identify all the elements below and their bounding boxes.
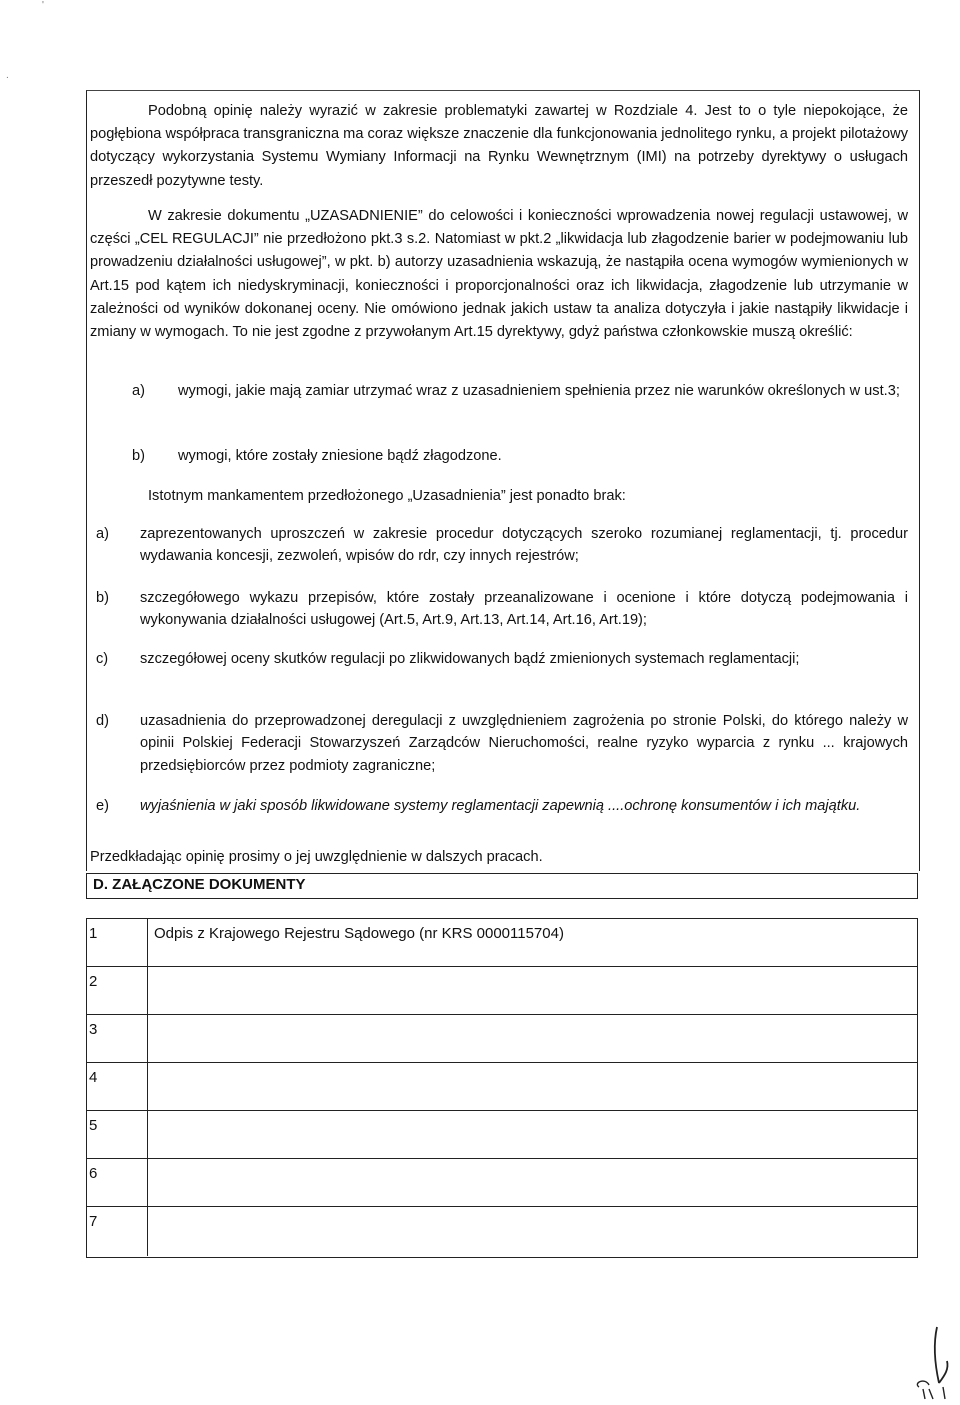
table-cell: [147, 1159, 917, 1208]
attachments-table: [86, 918, 918, 1258]
section-d-title: D. ZAŁĄCZONE DOKUMENTY: [93, 876, 306, 893]
row-number: 7: [89, 1213, 98, 1230]
list-item-text: szczegółowego wykazu przepisów, które zostały przeanalizowane i ocenione i które dotyczą podejmowania i wykonywania działalności usługowej (Art.5, Art.9, Art.13, Art.14, Art.16, Art.19);: [140, 590, 908, 629]
list-item-label: e): [96, 798, 109, 814]
table-row: [87, 1206, 917, 1256]
scan-speck: ': [42, 0, 44, 11]
list-item-text: szczegółowej oceny skutków regulacji po zlikwidowanych bądź zmienionych systemach reglamentacji;: [140, 651, 800, 667]
list-item-label: b): [96, 590, 109, 606]
scan-speck: .: [6, 70, 9, 81]
paragraph-mankament: [90, 485, 908, 508]
list-item-text: wymogi, jakie mają zamiar utrzymać wraz z uzasadnieniem spełnienia przez nie warunków określonych w ust.3;: [178, 383, 900, 399]
row-number: 5: [89, 1117, 98, 1134]
paragraph-closing-text: Przedkładając opinię prosimy o jej uwzględnienie w dalszych pracach.: [90, 849, 543, 865]
paragraph-mankament-text: Istotnym mankamentem przedłożonego „Uzasadnienia” jest ponadto brak:: [148, 488, 626, 504]
paragraph-imi-text: Podobną opinię należy wyrazić w zakresie problematyki zawartej w Rozdziale 4. Jest to o tyle niepokojące, że pogłębiona współpraca transgraniczna ma coraz większe znaczenie dla funkcjonowania jednolitego rynku, a projekt pilotażowy dotyczący wykorzystania Systemu Wymiany Informacji na Rynku Wewnętrznym (IMI) na potrzeby dyrektywy o usługach przeszedł pozytywne testy.: [90, 103, 908, 189]
list-item-text: zaprezentowanych uproszczeń w zakresie procedur dotyczących szeroko rozumianej reglamentacji, tj. procedur wydawania koncesji, zezwoleń, wpisów do rdr, czy innych rejestrów;: [140, 526, 908, 565]
row-number: 6: [89, 1165, 98, 1182]
list-item: [90, 445, 908, 469]
list-item: [90, 523, 908, 569]
row-number: 2: [89, 973, 98, 990]
list-item-label: a): [132, 383, 145, 399]
table-row: [87, 1110, 917, 1160]
paragraph-imi: [90, 100, 908, 193]
list-item-label: d): [96, 713, 109, 729]
paragraph-uzasadnienie-text: W zakresie dokumentu „UZASADNIENIE” do celowości i konieczności wprowadzenia nowej regulacji ustawowej, w części „CEL REGULACJI” nie przedłożono pkt.3 s.2. Natomiast w pkt.2 „likwidacja lub złagodzenie barier w podejmowaniu lub prowadzeniu działalności usługowej”, w pkt. b) autorzy uzasadnienia wskazują, że nastąpiła ocena wymogów wymienionych w Art.15 pod kątem ich niedyskryminacji, konieczności i proporcjonalności oraz ich likwidacja, złagodzenie lub utrzymanie w zależności od wyników dokonanej oceny. Nie omówiono jednak jakich ustaw ta analiza dotyczyła i jakie nastąpiły likwidacje i zmiany w wymogach. To nie jest zgodne z przywołanym Art.15 dyrektywy, gdyż państwa członkowskie muszą określić:: [90, 208, 908, 341]
table-row: [87, 966, 917, 1016]
list-item: [90, 380, 908, 426]
list-item-label: c): [96, 651, 109, 667]
row-number: 4: [89, 1069, 98, 1086]
table-cell: [147, 919, 917, 968]
list-item-label: b): [132, 448, 145, 464]
row-text: Odpis z Krajowego Rejestru Sądowego (nr KRS 0000115704): [154, 925, 564, 942]
list-item-label: a): [96, 526, 109, 542]
list-item: [90, 795, 908, 841]
list-item: [90, 710, 908, 778]
row-number: 3: [89, 1021, 98, 1038]
table-cell: [147, 1207, 917, 1256]
section-d-header: [86, 873, 918, 899]
table-cell: [147, 1015, 917, 1064]
signature-initials: [905, 1325, 955, 1400]
list-item-text: uzasadnienia do przeprowadzonej deregulacji z uwzględnieniem zagrożenia po stronie Polski, do którego należy w opinii Polskiej Federacji Stowarzyszeń Zarządców Nieruchomości, realne ryzyko wyparcia z rynku ... krajowych przedsiębiorców przez podmioty zagraniczne;: [140, 713, 908, 774]
table-row: [87, 1158, 917, 1208]
table-row: [87, 1014, 917, 1064]
table-row: [87, 1062, 917, 1112]
list-item-text: wymogi, które zostały zniesione bądź złagodzone.: [178, 448, 502, 464]
list-item-text: wyjaśnienia w jaki sposób likwidowane systemy reglamentacji zapewnią ....ochronę konsumentów i ich majątku.: [140, 798, 861, 814]
list-item: [90, 587, 908, 633]
table-cell: [147, 967, 917, 1016]
row-number: 1: [89, 925, 98, 942]
table-row: [87, 918, 917, 968]
table-cell: [147, 1111, 917, 1160]
paragraph-uzasadnienie: [90, 205, 908, 344]
paragraph-closing: [90, 846, 908, 869]
table-cell: [147, 1063, 917, 1112]
list-item: [90, 648, 908, 694]
